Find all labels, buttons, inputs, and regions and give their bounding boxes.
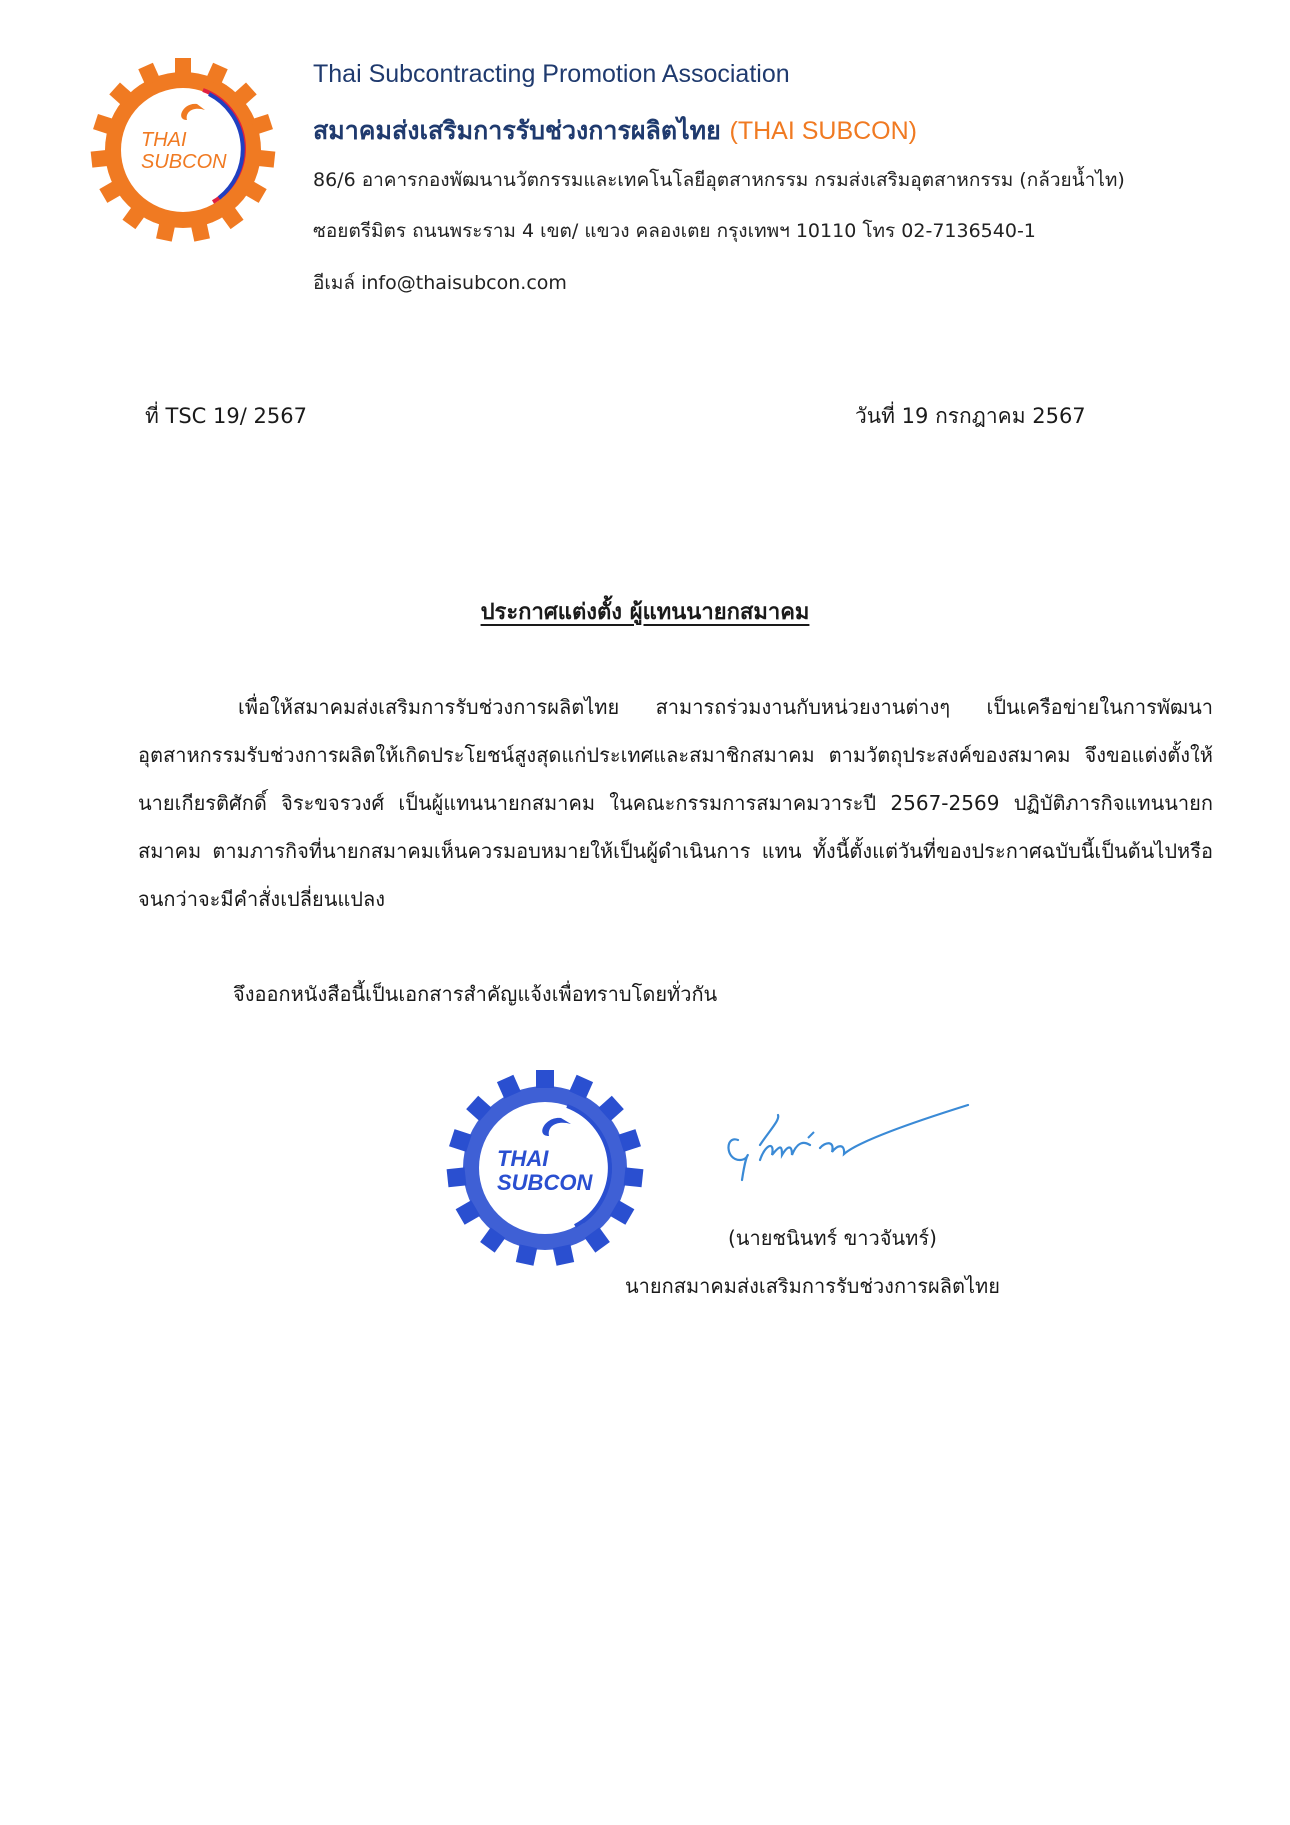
association-seal-stamp [445, 1068, 655, 1268]
org-name-th [313, 111, 917, 151]
address-line-3: อีเมล์ info@thaisubcon.com [313, 272, 567, 294]
svg-text:SUBCON: SUBCON [497, 1170, 593, 1195]
document-title-text: ประกาศแต่งตั้ง ผู้แทนนายกสมาคม [480, 600, 810, 625]
svg-text:SUBCON: SUBCON [141, 151, 227, 173]
handwritten-signature [720, 1100, 980, 1190]
address-line-2: ซอยตรีมิตร ถนนพระราม 4 เขต/ แขวง คลองเตย กรุงเทพฯ 10110 โทร 02-7136540-1 [313, 220, 1036, 242]
address-line-1: 86/6 อาคารกองพัฒนานวัตกรรมและเทคโนโลยีอุตสาหกรรม กรมส่งเสริมอุตสาหกรรม (กล้วยน้ำไท) [313, 169, 1125, 191]
document-body-text: เพื่อให้สมาคมส่งเสริมการรับช่วงการผลิตไทย สามารถร่วมงานกับหน่วยงานต่างๆ เป็นเครือข่ายในการพัฒนาอุตสาหกรรมรับช่วงการผลิตให้เกิดประโยชน์สูงสุดแก่ประเทศและสมาชิกสมาคม ตามวัตถุประสงค์ของสมาคม จึงขอแต่งตั้งให้นายเกียรติศักดิ์ จิระขจรวงศ์ เป็นผู้แทนนายกสมาคม ในคณะกรรมการสมาคมวาระปี 2567-2569 ปฏิบัติภารกิจแทนนายกสมาคม ตามภารกิจที่นายกสมาคมเห็นควรมอบหมายให้เป็นผู้ดำเนินการ แทน ทั้งนี้ตั้งแต่วันที่ของประกาศฉบับนี้เป็นต้นไปหรือจนกว่าจะมีคำสั่งเปลี่ยนแปลง [138, 695, 1213, 911]
document-date: วันที่ 19 กรกฎาคม 2567 [855, 404, 1086, 428]
document-reference: ที่ TSC 19/ 2567 [145, 404, 307, 428]
document-title [0, 594, 1290, 629]
document-closing: จึงออกหนังสือนี้เป็นเอกสารสำคัญแจ้งเพื่อทราบโดยทั่วกัน [233, 982, 718, 1006]
svg-text:THAI: THAI [497, 1146, 549, 1171]
svg-text:THAI: THAI [141, 129, 187, 151]
thai-subcon-logo [88, 55, 288, 245]
signer-position: นายกสมาคมส่งเสริมการรับช่วงการผลิตไทย [625, 1274, 1000, 1298]
org-name-en: Thai Subcontracting Promotion Association [313, 60, 790, 88]
document-body [138, 683, 1213, 923]
org-name-th-text: สมาคมส่งเสริมการรับช่วงการผลิตไทย [313, 116, 721, 145]
signer-name: (นายชนินทร์ ขาวจันทร์) [728, 1226, 937, 1250]
org-abbr: (THAI SUBCON) [729, 117, 917, 145]
